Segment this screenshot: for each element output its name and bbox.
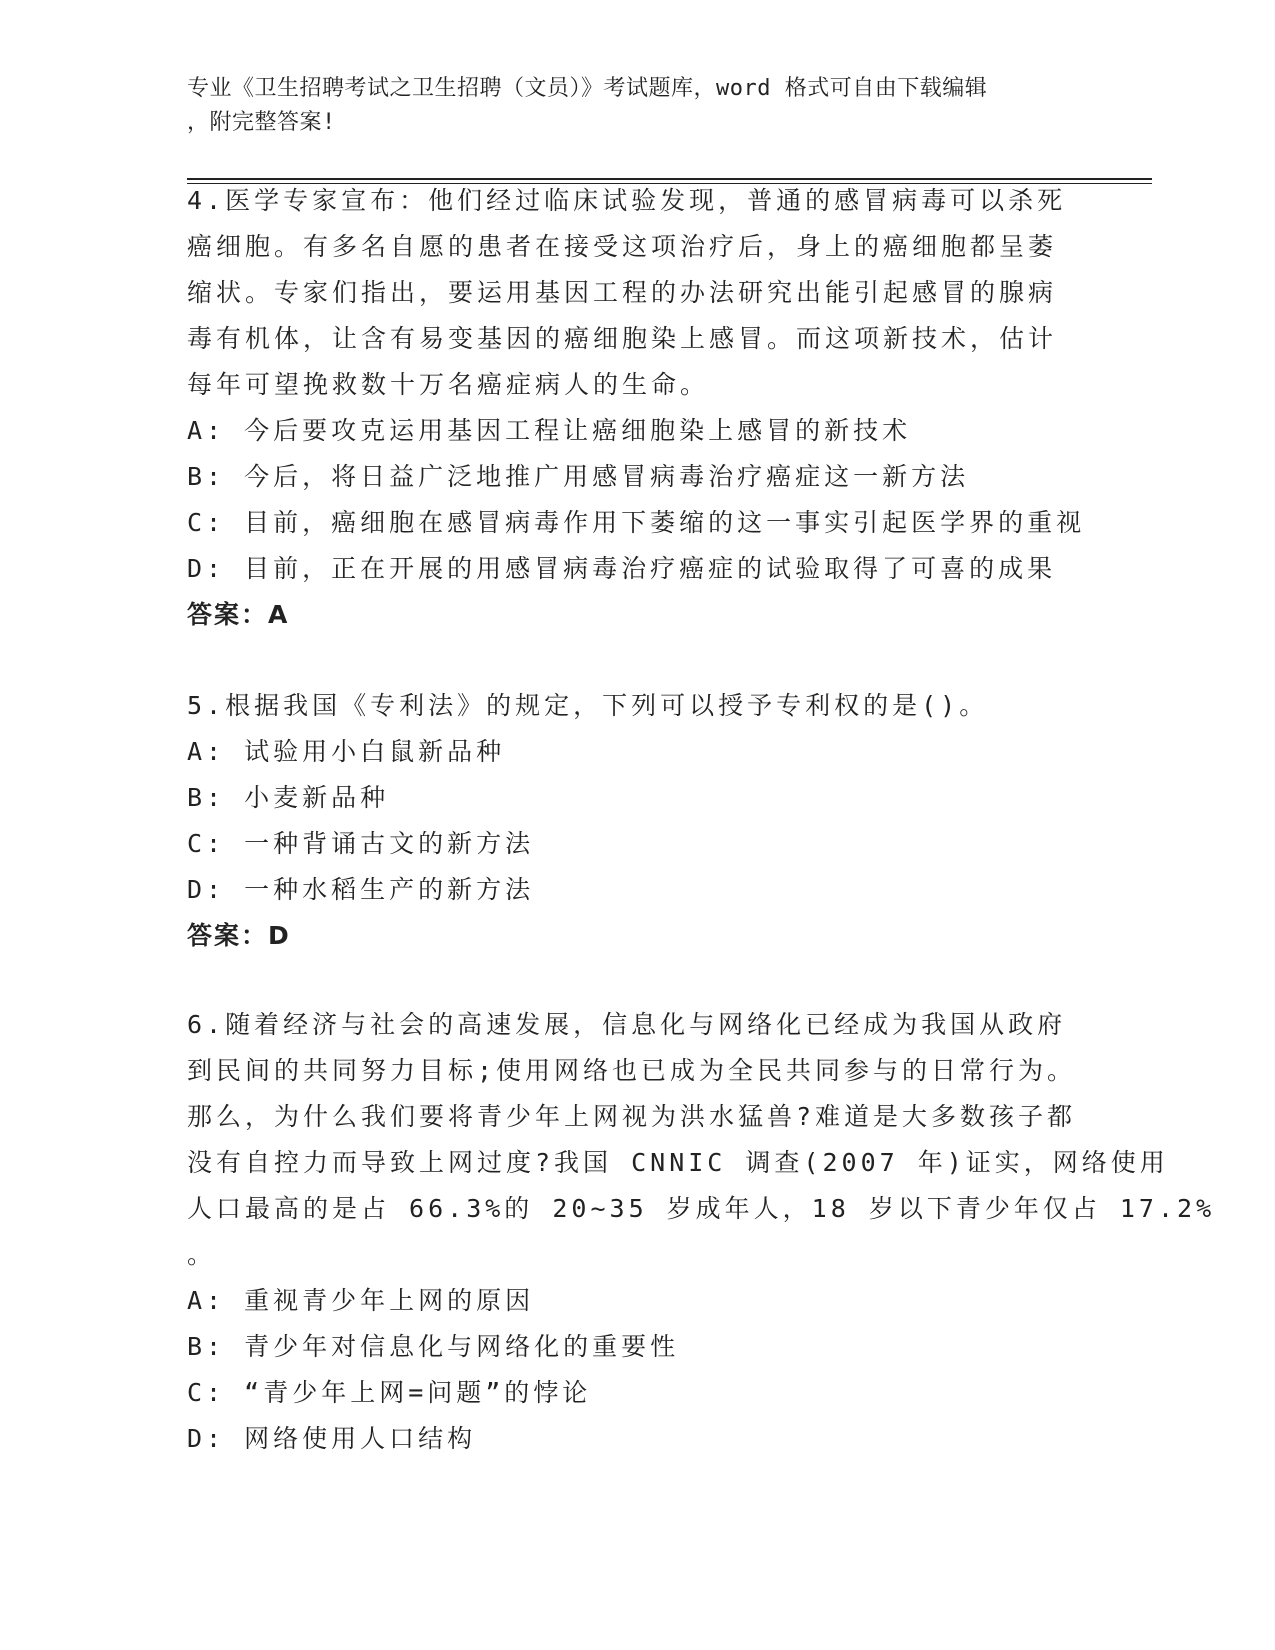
question-stem-line: 4.医学专家宣布：他们经过临床试验发现，普通的感冒病毒可以杀死 [187, 186, 1067, 215]
option-a: A: 重视青少年上网的原因 [187, 1286, 535, 1315]
question-stem-line: 毒有机体，让含有易变基因的癌细胞染上感冒。而这项新技术，估计 [187, 324, 1058, 353]
header-line-2: ，附完整答案! [187, 110, 336, 135]
question-stem-line: 6.随着经济与社会的高速发展，信息化与网络化已经成为我国从政府 [187, 1010, 1067, 1039]
option-b: B: 小麦新品种 [187, 783, 390, 812]
question-stem-line: 没有自控力而导致上网过度?我国 CNNIC 调查(2007 年)证实，网络使用 [187, 1148, 1169, 1177]
option-c: C: 目前，癌细胞在感冒病毒作用下萎缩的这一事实引起医学界的重视 [187, 508, 1086, 537]
option-b: B: 今后，将日益广泛地推广用感冒病毒治疗癌症这一新方法 [187, 462, 970, 491]
question-stem-line: 5.根据我国《专利法》的规定，下列可以授予专利权的是()。 [187, 691, 989, 720]
option-a: A: 今后要攻克运用基因工程让癌细胞染上感冒的新技术 [187, 416, 912, 445]
question-stem-line: 那么，为什么我们要将青少年上网视为洪水猛兽?难道是大多数孩子都 [187, 1102, 1077, 1131]
option-d: D: 目前，正在开展的用感冒病毒治疗癌症的试验取得了可喜的成果 [187, 554, 1057, 583]
option-c: C: “青少年上网=问题”的悖论 [187, 1378, 592, 1407]
question-stem-line: 人口最高的是占 66.3%的 20~35 岁成年人，18 岁以下青少年仅占 17.2% [187, 1194, 1216, 1223]
question-stem-line: 每年可望挽救数十万名癌症病人的生命。 [187, 370, 710, 399]
question-stem-line: 癌细胞。有多名自愿的患者在接受这项治疗后，身上的癌细胞都呈萎 [187, 232, 1058, 261]
option-d: D: 网络使用人口结构 [187, 1424, 477, 1453]
question-stem-line: 到民间的共同努力目标;使用网络也已成为全民共同参与的日常行为。 [187, 1056, 1077, 1085]
option-a: A: 试验用小白鼠新品种 [187, 737, 506, 766]
option-d: D: 一种水稻生产的新方法 [187, 875, 535, 904]
question-stem-line: 缩状。专家们指出，要运用基因工程的办法研究出能引起感冒的腺病 [187, 278, 1058, 307]
question-4 [187, 178, 1087, 638]
question-5 [187, 683, 1087, 959]
answer-label: 答案：A [187, 600, 290, 629]
header-line-1: 专业《卫生招聘考试之卫生招聘（文员）》考试题库，word 格式可自由下载编辑 [187, 76, 988, 101]
document-header [187, 72, 1067, 140]
question-6 [187, 1002, 1216, 1462]
option-c: C: 一种背诵古文的新方法 [187, 829, 535, 858]
question-stem-line: 。 [187, 1240, 217, 1269]
answer-label: 答案：D [187, 921, 291, 950]
option-b: B: 青少年对信息化与网络化的重要性 [187, 1332, 680, 1361]
